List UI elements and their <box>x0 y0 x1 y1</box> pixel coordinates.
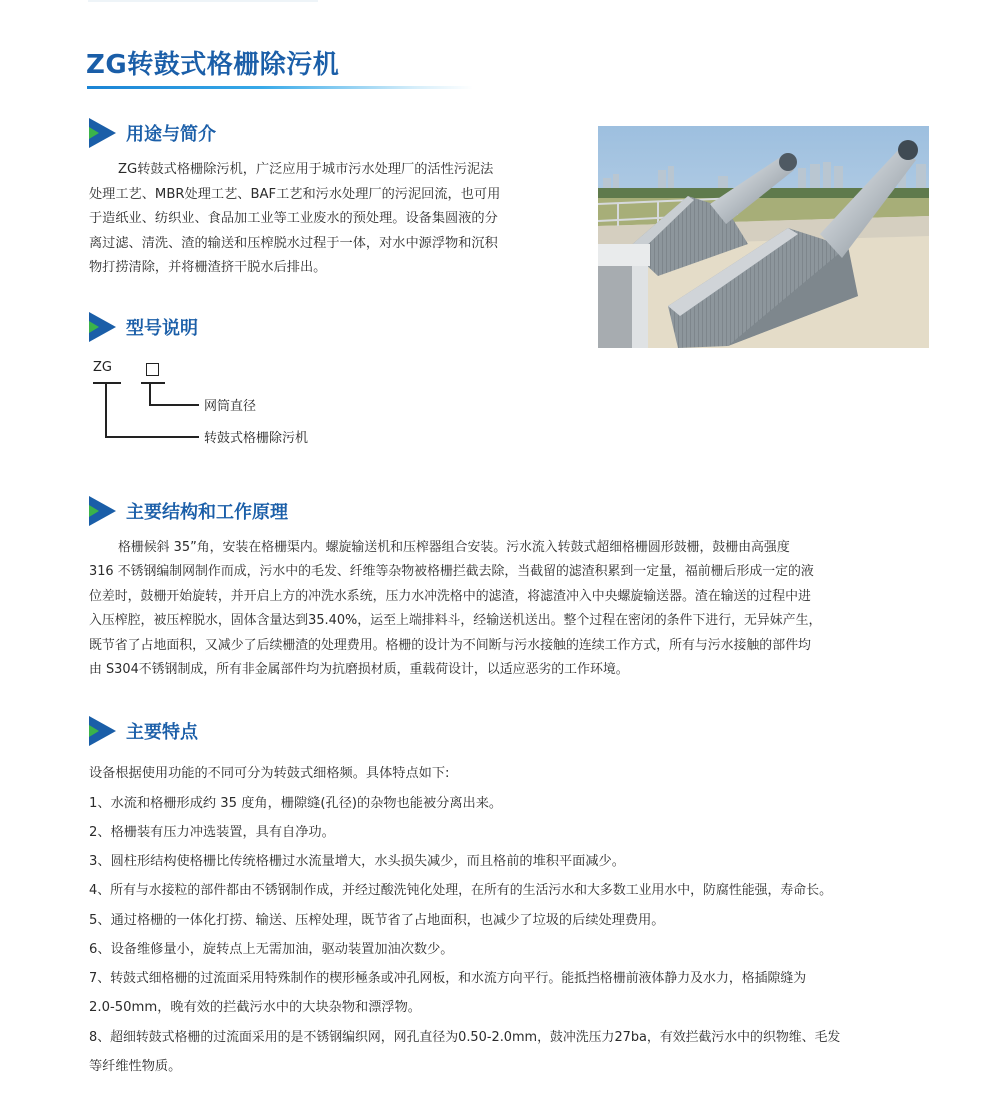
feature-item: 2、格栅装有压力冲选装置，具有自净功。 <box>89 825 335 840</box>
intro-line: 于造纸业、纺织业、食品加工业等工业废水的预处理。设备集圆液的分 <box>89 211 498 226</box>
model-code-diagram <box>93 360 393 460</box>
structure-paragraph <box>89 536 821 682</box>
intro-paragraph <box>89 158 500 281</box>
top-edge-artifact <box>88 0 318 2</box>
diameter-leader-horizontal <box>149 404 199 406</box>
play-triangle-icon <box>89 312 117 342</box>
intro-line: 离过滤、清洗、渣的输送和压榨脱水过程于一体，对水中源浮物和沉积 <box>89 235 498 251</box>
structure-line: 位差时，鼓栅开始旋转，并开启上方的冲洗水系统，压力水冲洗格中的滤渣，将滤渣冲入中央螺旋输送器。渣在输送的过程中进 <box>89 588 811 604</box>
feature-item: 8、超细转鼓式格栅的过流面采用的是不锈钢编织网，网孔直径为0.50-2.0mm，鼓冲洗压力27ba，有效拦截污水中的织物维、毛发 <box>89 1030 841 1045</box>
structure-line: 既节省了占地面积，又减少了后续栅渣的处理费用。格栅的设计为不间断与污水接触的连续工作方式，所有与污水接触的部件均 <box>89 637 811 653</box>
structure-line: 入压榨腔，被压榨脱水，固体含量达到35.40%，运至上端排料斗，经输送机送出。整个过程在密闭的条件下进行，无异妹产生， <box>89 613 822 629</box>
label-mesh-diameter: 网筒直径 <box>204 399 257 414</box>
model-code: ZG <box>93 360 112 375</box>
feature-item-continued: 2.0-50mm，晚有效的拦截污水中的大块杂物和漂浮物。 <box>89 1000 421 1015</box>
model-placeholder-box <box>146 363 159 376</box>
feature-item: 7、转鼓式细格栅的过流面采用特殊制作的楔形極条或冲孔网板，和水流方向平行。能抵挡格栅前液体静力及水力，格插隙缝为 <box>89 971 807 986</box>
structure-line: 由 S304不锈钢制成，所有非金属部件均为抗磨损材质，重载荷设计，以适应恶劣的工作环境。 <box>89 662 629 678</box>
play-triangle-icon <box>89 496 117 526</box>
title-underline <box>87 86 473 89</box>
section-header-features <box>89 716 198 746</box>
play-triangle-icon <box>89 118 117 148</box>
feature-intro: 设备根据使用功能的不同可分为转鼓式细格频。具体特点如下: <box>89 766 450 781</box>
name-leader-horizontal <box>105 436 199 438</box>
section-title-features: 主要特点 <box>126 722 198 743</box>
structure-line: 316 不锈钢编制网制作而成，污水中的毛发、纤维等杂物被格栅拦截去除，当截留的滤渣积累到一定量，福前栅后形成一定的液 <box>89 564 814 580</box>
intro-line: 处理工艺、MBR处理工艺、BAF工艺和污水处理厂的污泥回流，也可用 <box>89 186 501 202</box>
intro-line: 物打捞清除，并将栅渣挤干脱水后排出。 <box>89 260 327 275</box>
section-header-model <box>89 312 198 342</box>
box-underline <box>141 382 165 384</box>
section-title-intro: 用途与简介 <box>126 124 216 145</box>
feature-item: 4、所有与水接粒的部件都由不锈钢制作成，并经过酸洗钝化处理，在所有的生活污水和大多数工业用水中，防腐性能强，寿命长。 <box>89 883 832 898</box>
section-header-intro <box>89 118 216 148</box>
diameter-leader-vertical <box>149 382 151 405</box>
section-title-structure: 主要结构和工作原理 <box>126 502 288 523</box>
product-photo <box>598 126 929 348</box>
play-triangle-icon <box>89 716 117 746</box>
feature-item: 5、通过格栅的一体化打捞、输送、压榨处理，既节省了占地面积，也减少了垃圾的后续处理费用。 <box>89 913 665 928</box>
structure-line: 格栅候斜 35”角，安装在格栅渠内。螺旋输送机和压榨器组合安装。污水流入转鼓式超细格栅圆形鼓栅，鼓栅由高强度 <box>118 540 790 555</box>
feature-item: 1、水流和格栅形成约 35 度角，栅隙缝(孔径)的杂物也能被分离出来。 <box>89 796 503 811</box>
section-title-model: 型号说明 <box>126 318 198 339</box>
section-header-structure <box>89 496 288 526</box>
page-title: ZG转鼓式格栅除污机 <box>86 50 340 80</box>
feature-item: 6、设备维修量小，旋转点上无需加油，驱动装置加油次数少。 <box>89 942 454 957</box>
code-underline <box>93 382 121 384</box>
name-leader-vertical <box>105 382 107 437</box>
intro-line: ZG转鼓式格栅除污机，广泛应用于城市污水处理厂的活性污泥法 <box>118 162 494 177</box>
label-product-name: 转鼓式格栅除污机 <box>204 431 309 446</box>
feature-item-continued: 等纤维性物质。 <box>89 1059 182 1074</box>
feature-item: 3、圆柱形结构使格栅比传统格栅过水流量增大，水头损失减少，而且格前的堆积平面减少。 <box>89 854 625 869</box>
